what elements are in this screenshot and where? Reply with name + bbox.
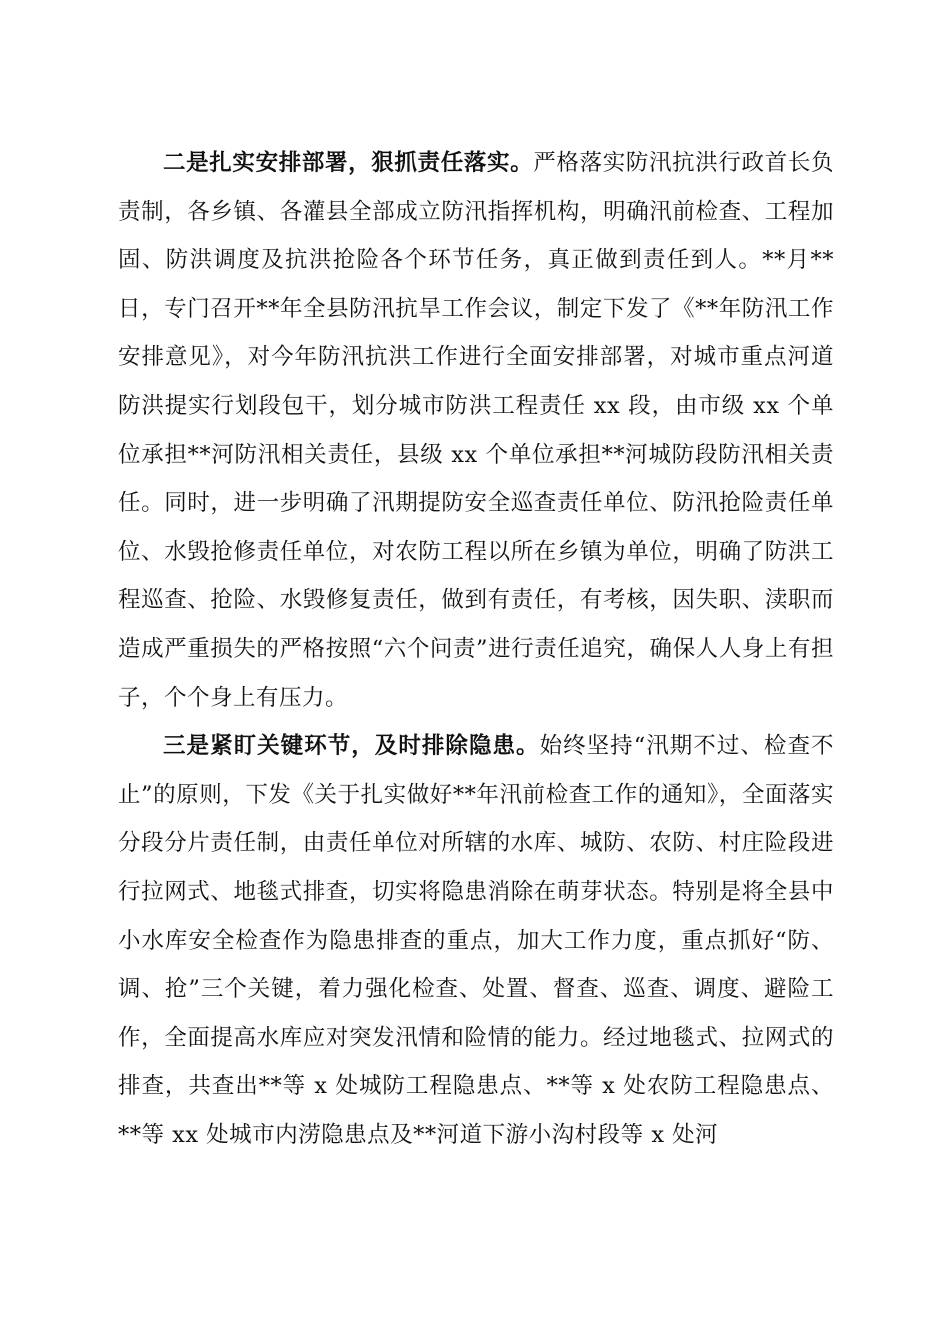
paragraph-body: 始终坚持“汛期不过、检查不止”的原则，下发《关于扎实做好**年汛前检查工作的通知》，全面落实分段分片责任制，由责任单位对所辖的水库、城防、农防、村庄险段进行拉网式、地毯式排查，切实将隐患消除在萌芽状态。特别是将全县中小水库安全检查作为隐患排查的重点，加大工作力度，重点抓好“防、调、抢”三个关键，着力强化检查、处置、督查、巡查、调度、避险工作，全面提高水库应对突发汛情和险情的能力。经过地毯式、拉网式的排查，共查出**等 x 处城防工程隐患点、**等 x 处农防工程隐患点、**等 xx 处城市内涝隐患点及**河道下游小沟村段等 x 处河 xyxy=(118,733,834,1148)
paragraph-body: 严格落实防汛抗洪行政首长负责制，各乡镇、各灌县全部成立防汛指挥机构，明确汛前检查、工程加固、防洪调度及抗洪抢险各个环节任务，真正做到责任到人。**月**日，专门召开**年全县防汛抗旱工作会议，制定下发了《**年防汛工作安排意见》，对今年防汛抗洪工作进行全面安排部署，对城市重点河道防洪提实行划段包干，划分城市防洪工程责任 xx 段，由市级 xx 个单位承担**河防汛相关责任，县级 xx 个单位承担**河城防段防汛相关责任。同时，进一步明确了汛期提防安全巡查责任单位、防汛抢险责任单位、水毁抢修责任单位，对农防工程以所在乡镇为单位，明确了防洪工程巡查、抢险、水毁修复责任，做到有责任，有考核，因失职、渎职而造成严重损失的严格按照“六个问责”进行责任追究，确保人人身上有担子，个个身上有压力。 xyxy=(118,150,834,711)
paragraph-lead: 三是紧盯关键环节，及时排除隐患。 xyxy=(163,733,540,760)
paragraph-hazard-removal xyxy=(118,722,834,1159)
document-page xyxy=(118,139,834,1159)
paragraph-responsibility xyxy=(118,139,834,722)
paragraph-lead: 二是扎实安排部署，狠抓责任落实。 xyxy=(163,150,534,176)
